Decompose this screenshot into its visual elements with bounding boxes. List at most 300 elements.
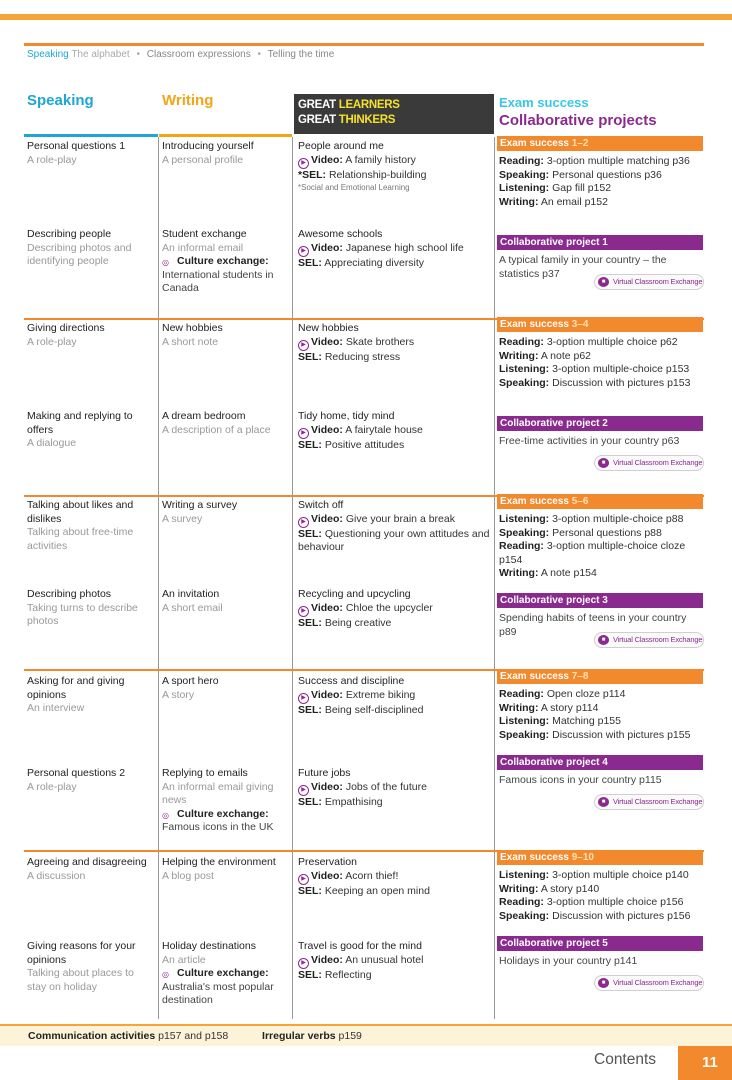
column-divider bbox=[158, 137, 159, 1019]
exam-skill-label: Writing: bbox=[499, 567, 539, 579]
virtual-classroom-exchange-badge bbox=[594, 632, 704, 648]
virtual-classroom-label: Virtual Classroom Exchange bbox=[613, 797, 703, 806]
exam-task-text: 3-option multiple matching p36 bbox=[546, 155, 690, 167]
exam-skill-label: Reading: bbox=[499, 336, 544, 348]
exam-task-line bbox=[499, 182, 701, 196]
writing-lesson-subtitle: A blog post bbox=[162, 869, 214, 882]
writing-cell bbox=[162, 940, 290, 1008]
sel-text: Empathising bbox=[324, 795, 383, 808]
sel-line bbox=[298, 969, 490, 983]
virtual-classroom-icon: ■ bbox=[598, 978, 609, 988]
speaking-cell bbox=[27, 228, 152, 269]
speaking-lesson-title: Giving directions bbox=[27, 322, 105, 334]
footer-rule bbox=[0, 1024, 732, 1026]
video-icon: ▶ bbox=[298, 874, 309, 885]
sel-text: Reducing stress bbox=[324, 350, 401, 363]
video-line bbox=[298, 424, 490, 439]
video-line bbox=[298, 870, 490, 885]
collaborative-project-bar bbox=[497, 235, 703, 250]
great-learners-cell bbox=[298, 675, 490, 717]
sel-label: SEL: bbox=[298, 256, 322, 269]
exam-success-label: Exam success bbox=[500, 138, 569, 149]
speaking-cell bbox=[27, 410, 152, 451]
collaborative-project-bar bbox=[497, 936, 703, 951]
breadcrumb-separator: • bbox=[136, 49, 140, 60]
culture-exchange-icon: ◎ bbox=[162, 970, 169, 979]
collaborative-project-description: Spending habits of teens in your country p89 bbox=[499, 612, 687, 638]
speaking-lesson-title: Giving reasons for your opinions bbox=[27, 940, 136, 966]
culture-exchange-line bbox=[162, 808, 290, 822]
speaking-lesson-title: Personal questions 1 bbox=[27, 140, 126, 152]
gl-lesson-title: People around me bbox=[298, 140, 384, 152]
culture-exchange-line bbox=[162, 255, 290, 269]
collaborative-project-bar bbox=[497, 416, 703, 431]
speaking-lesson-subtitle: A role-play bbox=[27, 153, 77, 166]
sel-line bbox=[298, 617, 490, 631]
video-icon: ▶ bbox=[298, 517, 309, 528]
speaking-lesson-title: Making and replying to offers bbox=[27, 410, 133, 436]
exam-task-text: Discussion with pictures p153 bbox=[552, 376, 691, 389]
video-title: A family history bbox=[345, 153, 416, 166]
irregular-verbs-page: p159 bbox=[338, 1030, 362, 1042]
video-line bbox=[298, 154, 490, 169]
exam-task-text: Matching p155 bbox=[552, 715, 621, 727]
virtual-classroom-exchange-badge bbox=[594, 794, 704, 810]
virtual-classroom-label: Virtual Classroom Exchange bbox=[613, 978, 703, 987]
speaking-cell bbox=[27, 322, 152, 349]
writing-lesson-title: Student exchange bbox=[162, 228, 247, 240]
exam-success-bar bbox=[497, 494, 703, 509]
collaborative-project-label: Collaborative project 5 bbox=[500, 938, 608, 949]
video-label: Video: bbox=[311, 601, 343, 614]
sel-label: SEL: bbox=[298, 438, 322, 451]
exam-task-text: 3-option multiple-choice p153 bbox=[552, 363, 690, 375]
breadcrumb-item-time: Telling the time bbox=[267, 49, 335, 60]
speaking-underline bbox=[24, 134, 158, 137]
exam-task-text: 3-option multiple-choice p88 bbox=[552, 513, 684, 525]
exam-task-text: A note p62 bbox=[540, 349, 592, 362]
sel-label: SEL: bbox=[298, 968, 322, 981]
great-learners-cell bbox=[298, 410, 490, 452]
writing-lesson-title: An invitation bbox=[162, 588, 220, 600]
sel-line bbox=[298, 439, 490, 453]
video-icon: ▶ bbox=[298, 785, 309, 796]
virtual-classroom-label: Virtual Classroom Exchange bbox=[613, 635, 703, 644]
exam-task-text: 3-option multiple choice p156 bbox=[546, 896, 684, 908]
exam-task-line bbox=[499, 377, 701, 391]
video-icon: ▶ bbox=[298, 158, 309, 169]
video-title: Acorn thief! bbox=[345, 869, 399, 882]
culture-exchange-text: Australia's most popular destination bbox=[162, 980, 274, 1006]
exam-task-text: Gap fill p152 bbox=[552, 182, 612, 194]
exam-task-line bbox=[499, 363, 701, 377]
exam-skill-label: Listening: bbox=[499, 363, 550, 375]
exam-success-range: 3–4 bbox=[571, 319, 589, 330]
writing-lesson-subtitle: A description of a place bbox=[162, 423, 271, 436]
breadcrumb-current: Speaking bbox=[27, 49, 69, 60]
writing-lesson-subtitle: A story bbox=[162, 688, 195, 701]
writing-lesson-subtitle: A survey bbox=[162, 512, 203, 525]
exam-skill-label: Listening: bbox=[499, 869, 550, 881]
top-decorative-bar bbox=[0, 14, 732, 20]
video-line bbox=[298, 513, 490, 528]
video-title: Extreme biking bbox=[345, 688, 416, 701]
great-learners-cell bbox=[298, 856, 490, 898]
culture-exchange-label: Culture exchange: bbox=[177, 807, 269, 820]
exam-task-text: An email p152 bbox=[540, 195, 608, 208]
exam-task-text: A story p114 bbox=[540, 701, 599, 714]
exam-skill-label: Speaking: bbox=[499, 909, 550, 922]
speaking-lesson-subtitle: Taking turns to describe photos bbox=[27, 601, 138, 627]
sel-text: Being creative bbox=[324, 616, 392, 629]
footer-references bbox=[28, 1030, 362, 1044]
speaking-lesson-title: Asking for and giving opinions bbox=[27, 675, 125, 701]
exam-task-text: Open cloze p114 bbox=[546, 688, 626, 700]
writing-cell bbox=[162, 856, 290, 883]
great-learners-cell bbox=[298, 588, 490, 630]
sel-label: SEL: bbox=[298, 527, 322, 540]
writing-lesson-title: Replying to emails bbox=[162, 767, 248, 779]
exam-success-range: 1–2 bbox=[571, 138, 589, 149]
video-label: Video: bbox=[311, 423, 343, 436]
writing-lesson-title: Introducing yourself bbox=[162, 140, 254, 152]
exam-success-range: 7–8 bbox=[571, 671, 589, 682]
writing-underline bbox=[159, 134, 292, 137]
writing-cell bbox=[162, 410, 290, 437]
exam-skill-label: Reading: bbox=[499, 155, 544, 167]
exam-task-text: A note p154 bbox=[540, 567, 597, 579]
exam-skill-label: Listening: bbox=[499, 715, 550, 727]
gl-lesson-title: New hobbies bbox=[298, 322, 359, 334]
exam-skill-label: Writing: bbox=[499, 349, 539, 362]
writing-lesson-subtitle: An informal email giving news bbox=[162, 780, 274, 806]
sel-text: Being self-disciplined bbox=[324, 703, 424, 716]
video-title: Jobs of the future bbox=[345, 780, 427, 793]
breadcrumb bbox=[27, 48, 334, 62]
speaking-lesson-subtitle: Talking about places to stay on holiday bbox=[27, 967, 134, 993]
exam-success-bar bbox=[497, 669, 703, 684]
speaking-lesson-title: Describing photos bbox=[27, 588, 112, 600]
culture-exchange-label: Culture exchange: bbox=[177, 255, 269, 267]
sel-text: Keeping an open mind bbox=[324, 884, 430, 897]
exam-success-label: Exam success bbox=[500, 319, 569, 330]
culture-exchange-label: Culture exchange: bbox=[177, 967, 269, 979]
exam-success-bar bbox=[497, 850, 703, 865]
speaking-lesson-subtitle: An interview bbox=[27, 702, 85, 714]
writing-lesson-subtitle: A short email bbox=[162, 601, 223, 614]
video-icon: ▶ bbox=[298, 428, 309, 439]
sel-text: Questioning your own attitudes and behaviour bbox=[298, 527, 490, 553]
exam-task-line bbox=[499, 169, 701, 183]
writing-cell bbox=[162, 588, 290, 615]
speaking-lesson-subtitle: A role-play bbox=[27, 335, 77, 348]
page-number: 11 bbox=[678, 1046, 732, 1080]
sel-label: SEL: bbox=[298, 884, 322, 897]
communication-activities-label: Communication activities bbox=[28, 1030, 156, 1042]
exam-success-details bbox=[499, 869, 701, 923]
exam-task-line bbox=[499, 196, 701, 210]
great-learners-cell bbox=[298, 499, 490, 555]
video-label: Video: bbox=[311, 241, 343, 254]
exam-skill-label: Writing: bbox=[499, 195, 539, 208]
sel-line bbox=[298, 885, 490, 899]
gl-lesson-title: Switch off bbox=[298, 499, 344, 511]
exam-task-line bbox=[499, 715, 701, 729]
speaking-lesson-subtitle: A dialogue bbox=[27, 437, 77, 449]
sel-line bbox=[298, 169, 490, 183]
virtual-classroom-exchange-badge bbox=[594, 274, 704, 290]
writing-lesson-subtitle: An article bbox=[162, 953, 206, 966]
exam-skill-label: Speaking: bbox=[499, 376, 550, 389]
gl-lesson-title: Success and discipline bbox=[298, 675, 405, 687]
writing-lesson-subtitle: A short note bbox=[162, 335, 219, 348]
virtual-classroom-icon: ■ bbox=[598, 458, 609, 468]
collaborative-project-label: Collaborative project 2 bbox=[500, 418, 608, 429]
exam-skill-label: Speaking: bbox=[499, 168, 550, 181]
video-title: Skate brothers bbox=[345, 335, 415, 348]
exam-task-line bbox=[499, 513, 701, 527]
exam-task-text: 3-option multiple choice p140 bbox=[552, 869, 689, 881]
exam-task-line bbox=[499, 702, 701, 716]
sel-line bbox=[298, 528, 490, 555]
breadcrumb-separator: • bbox=[257, 49, 262, 60]
exam-task-text: 3-option multiple-choice cloze p154 bbox=[499, 540, 686, 566]
speaking-lesson-title: Describing people bbox=[27, 228, 112, 240]
column-divider bbox=[292, 137, 293, 1019]
collaborative-project-text bbox=[499, 955, 689, 969]
exam-success-range: 9–10 bbox=[571, 852, 594, 863]
writing-lesson-title: Holiday destinations bbox=[162, 940, 256, 952]
sel-line bbox=[298, 257, 490, 271]
great-learners-cell bbox=[298, 940, 490, 982]
great-learners-cell bbox=[298, 322, 490, 364]
exam-task-text: A story p140 bbox=[540, 882, 600, 895]
video-label: Video: bbox=[311, 335, 343, 348]
collaborative-project-label: Collaborative project 4 bbox=[500, 757, 608, 768]
collaborative-project-description: Free-time activities in your country p63 bbox=[499, 435, 680, 447]
speaking-cell bbox=[27, 940, 152, 994]
great-learners-cell bbox=[298, 140, 490, 194]
column-divider bbox=[494, 137, 495, 1019]
collaborative-project-bar bbox=[497, 593, 703, 608]
video-label: Video: bbox=[311, 869, 343, 882]
sel-label: *SEL: bbox=[298, 168, 327, 181]
great-learners-logo bbox=[294, 94, 494, 134]
column-header-writing: Writing bbox=[162, 92, 214, 109]
exam-skill-label: Reading: bbox=[499, 540, 544, 552]
exam-task-line bbox=[499, 540, 701, 567]
sel-text: Positive attitudes bbox=[324, 438, 405, 451]
exam-skill-label: Listening: bbox=[499, 182, 550, 194]
great-learners-cell bbox=[298, 228, 490, 270]
exam-task-text: Personal questions p36 bbox=[552, 168, 662, 181]
speaking-lesson-title: Talking about likes and dislikes bbox=[27, 499, 134, 525]
video-title: Give your brain a break bbox=[345, 512, 455, 525]
culture-exchange-text: Famous icons in the UK bbox=[162, 821, 274, 833]
exam-task-line bbox=[499, 527, 701, 541]
collaborative-project-label: Collaborative project 1 bbox=[500, 237, 608, 248]
gl-lesson-title: Tidy home, tidy mind bbox=[298, 410, 395, 422]
video-line bbox=[298, 336, 490, 351]
video-label: Video: bbox=[311, 780, 343, 793]
video-label: Video: bbox=[311, 953, 343, 966]
exam-task-line bbox=[499, 567, 701, 581]
exam-task-line bbox=[499, 336, 701, 350]
exam-success-bar bbox=[497, 136, 703, 151]
exam-success-label: Exam success bbox=[500, 671, 569, 682]
exam-success-details bbox=[499, 513, 701, 581]
video-line bbox=[298, 781, 490, 796]
great-learners-cell bbox=[298, 767, 490, 809]
video-title: A fairytale house bbox=[345, 423, 423, 436]
exam-task-line bbox=[499, 688, 701, 702]
collaborative-project-description: A typical family in your country – the statistics p37 bbox=[499, 254, 667, 280]
exam-task-line bbox=[499, 869, 701, 883]
exam-success-label: Exam success bbox=[500, 852, 569, 863]
culture-exchange-line bbox=[162, 967, 290, 981]
gl-lesson-title: Travel is good for the mind bbox=[298, 940, 422, 952]
speaking-cell bbox=[27, 675, 152, 716]
speaking-lesson-subtitle: A discussion bbox=[27, 869, 86, 882]
virtual-classroom-icon: ■ bbox=[598, 797, 609, 807]
breadcrumb-item-classroom: Classroom expressions bbox=[146, 49, 251, 60]
sel-label: SEL: bbox=[298, 703, 322, 716]
exam-success-bar bbox=[497, 317, 703, 332]
gl-lesson-title: Recycling and upcycling bbox=[298, 588, 411, 600]
exam-task-text: Personal questions p88 bbox=[552, 526, 662, 539]
video-icon: ▶ bbox=[298, 340, 309, 351]
collaborative-project-bar bbox=[497, 755, 703, 770]
exam-success-details bbox=[499, 336, 701, 390]
sel-label: SEL: bbox=[298, 795, 322, 808]
sel-footnote: *Social and Emotional Learning bbox=[298, 183, 410, 192]
writing-cell bbox=[162, 140, 290, 167]
speaking-cell bbox=[27, 767, 152, 794]
writing-lesson-title: A dream bedroom bbox=[162, 410, 246, 422]
exam-skill-label: Writing: bbox=[499, 701, 539, 714]
exam-task-text: Discussion with pictures p155 bbox=[552, 728, 691, 741]
speaking-cell bbox=[27, 588, 152, 629]
writing-cell bbox=[162, 675, 290, 702]
exam-success-label: Exam success bbox=[500, 496, 569, 507]
collaborative-project-description: Famous icons in your country p115 bbox=[499, 774, 662, 786]
column-header-speaking: Speaking bbox=[27, 92, 94, 109]
sel-text: Reflecting bbox=[324, 968, 372, 981]
virtual-classroom-icon: ■ bbox=[598, 635, 609, 645]
speaking-cell bbox=[27, 499, 152, 553]
exam-task-text: Discussion with pictures p156 bbox=[552, 909, 691, 922]
writing-lesson-title: New hobbies bbox=[162, 322, 223, 334]
writing-cell bbox=[162, 499, 290, 526]
sel-label: SEL: bbox=[298, 350, 322, 363]
great-learners-text: GREAT LEARNERS bbox=[298, 99, 400, 111]
sel-line bbox=[298, 704, 490, 718]
exam-task-line bbox=[499, 155, 701, 169]
speaking-lesson-subtitle: Talking about free-time activities bbox=[27, 526, 134, 552]
video-icon: ▶ bbox=[298, 246, 309, 257]
collaborative-project-text bbox=[499, 774, 689, 788]
virtual-classroom-exchange-badge bbox=[594, 975, 704, 991]
writing-lesson-title: Writing a survey bbox=[162, 499, 238, 511]
exam-success-details bbox=[499, 688, 701, 742]
sel-line bbox=[298, 796, 490, 810]
video-line bbox=[298, 602, 490, 617]
sel-label: SEL: bbox=[298, 616, 322, 629]
video-label: Video: bbox=[311, 688, 343, 701]
top-rule bbox=[24, 43, 704, 46]
exam-task-line bbox=[499, 350, 701, 364]
exam-skill-label: Speaking: bbox=[499, 728, 550, 741]
exam-task-line bbox=[499, 896, 701, 910]
collaborative-project-description: Holidays in your country p141 bbox=[499, 955, 638, 967]
gl-lesson-title: Awesome schools bbox=[298, 228, 383, 240]
sel-line bbox=[298, 351, 490, 365]
writing-cell bbox=[162, 228, 290, 296]
exam-task-text: 3-option multiple choice p62 bbox=[546, 336, 678, 348]
collaborative-project-label: Collaborative project 3 bbox=[500, 595, 608, 606]
column-header-collaborative-projects: Collaborative projects bbox=[499, 112, 657, 129]
exam-success-range: 5–6 bbox=[571, 496, 589, 507]
video-line bbox=[298, 689, 490, 704]
exam-task-line bbox=[499, 729, 701, 743]
culture-exchange-icon: ◎ bbox=[162, 258, 169, 267]
virtual-classroom-label: Virtual Classroom Exchange bbox=[613, 458, 703, 467]
great-thinkers-text: GREAT THINKERS bbox=[298, 114, 396, 126]
video-icon: ▶ bbox=[298, 606, 309, 617]
culture-exchange-text: International students in Canada bbox=[162, 268, 274, 294]
video-title: Japanese high school life bbox=[345, 241, 464, 254]
writing-lesson-title: A sport hero bbox=[162, 675, 219, 687]
sel-text: Relationship-building bbox=[328, 168, 427, 181]
speaking-lesson-subtitle: A role-play bbox=[27, 780, 77, 793]
speaking-lesson-title: Personal questions 2 bbox=[27, 767, 126, 779]
speaking-lesson-subtitle: Describing photos and identifying people bbox=[27, 241, 132, 267]
irregular-verbs-label: Irregular verbs bbox=[262, 1030, 336, 1042]
virtual-classroom-exchange-badge bbox=[594, 455, 704, 471]
exam-skill-label: Listening: bbox=[499, 513, 550, 525]
sel-text: Appreciating diversity bbox=[324, 256, 425, 269]
video-title: An unusual hotel bbox=[345, 953, 424, 966]
exam-skill-label: Reading: bbox=[499, 688, 544, 700]
video-icon: ▶ bbox=[298, 958, 309, 969]
gl-lesson-title: Future jobs bbox=[298, 767, 351, 779]
speaking-lesson-title: Agreeing and disagreeing bbox=[27, 856, 147, 868]
speaking-cell bbox=[27, 140, 152, 167]
video-line bbox=[298, 954, 490, 969]
writing-cell bbox=[162, 767, 290, 835]
speaking-cell bbox=[27, 856, 152, 883]
gl-lesson-title: Preservation bbox=[298, 856, 357, 868]
culture-exchange-icon: ◎ bbox=[162, 810, 169, 820]
video-line bbox=[298, 242, 490, 257]
video-label: Video: bbox=[311, 153, 343, 166]
exam-skill-label: Reading: bbox=[499, 896, 544, 908]
column-header-exam-success: Exam success bbox=[499, 95, 589, 110]
video-icon: ▶ bbox=[298, 693, 309, 704]
communication-activities-pages: p157 and p158 bbox=[158, 1030, 229, 1042]
writing-lesson-subtitle: An informal email bbox=[162, 241, 244, 254]
video-label: Video: bbox=[311, 512, 343, 525]
video-title: Chloe the upcycler bbox=[345, 601, 433, 614]
writing-cell bbox=[162, 322, 290, 349]
writing-lesson-subtitle: A personal profile bbox=[162, 153, 244, 166]
writing-lesson-title: Helping the environment bbox=[162, 856, 276, 868]
exam-task-line bbox=[499, 910, 701, 924]
exam-task-line bbox=[499, 883, 701, 897]
collaborative-project-text bbox=[499, 435, 689, 449]
virtual-classroom-label: Virtual Classroom Exchange bbox=[613, 277, 703, 286]
exam-success-details bbox=[499, 155, 701, 209]
